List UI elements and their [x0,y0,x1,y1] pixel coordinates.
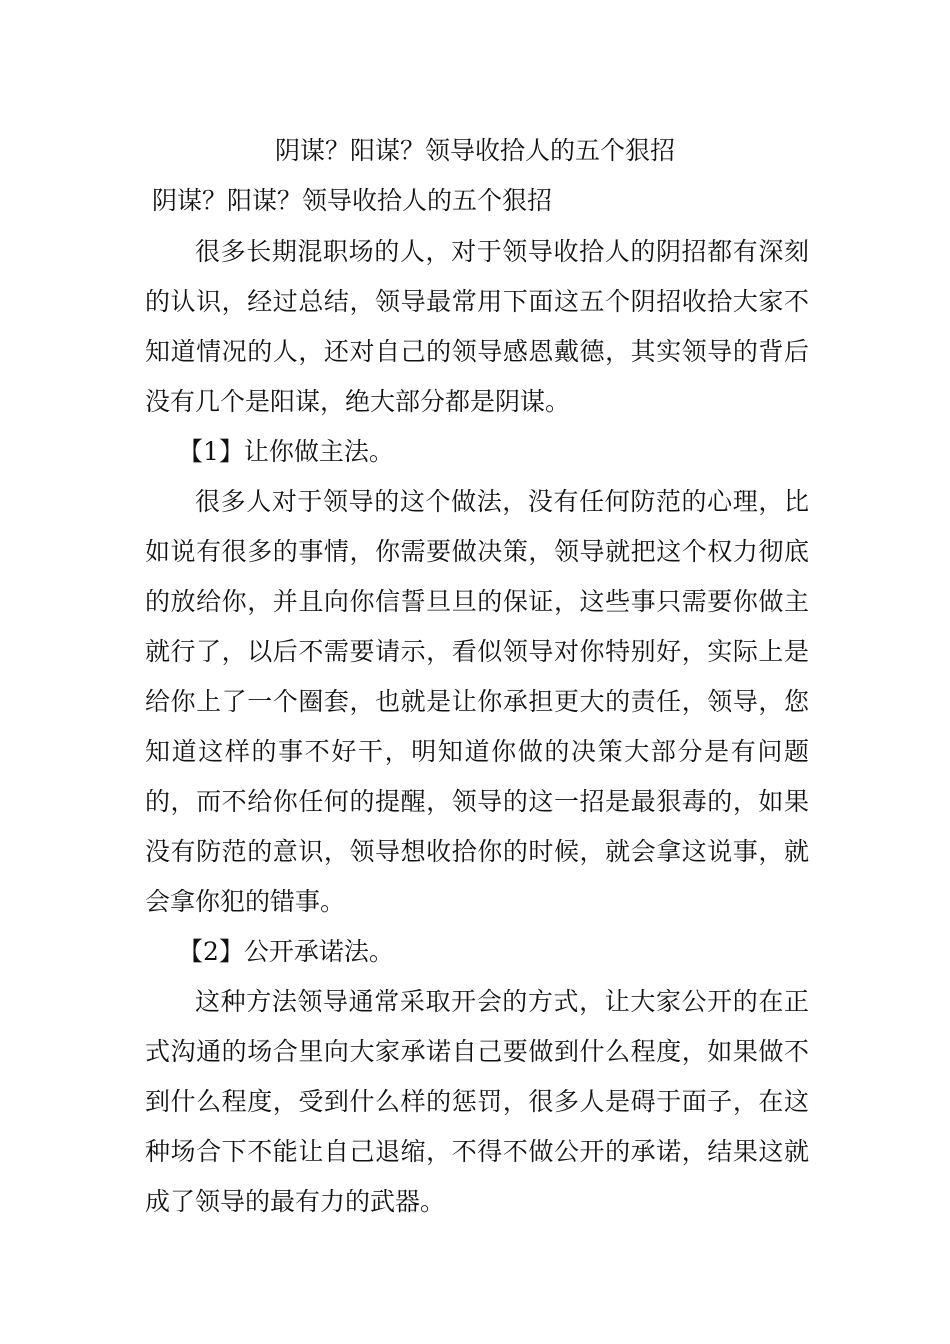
intro-paragraph: 很多长期混职场的人，对于领导收拾人的阴招都有深刻的认识，经过总结，领导最常用下面这五个阴招收拾大家不知道情况的人，还对自己的领导感恩戴德，其实领导的背后没有几个是阳谋，绝大部分都是阴谋。 [145,237,809,416]
section-heading-2: 【2】公开承诺法。 [178,937,394,966]
document-subtitle: 阴谋？阳谋？领导收拾人的五个狠招 [152,186,553,215]
section-paragraph-1: 很多人对于领导的这个做法，没有任何防范的心理，比如说有很多的事情，你需要做决策，领导就把这个权力彻底的放给你，并且向你信誓旦旦的保证，这些事只需要你做主就行了，以后不需要请示，看似领导对你特别好，实际上是给你上了一个圈套，也就是让你承担更大的责任，领导，您知道这样的事不好干，明知道你做的决策大部分是有问题的，而不给你任何的提醒，领导的这一招是最狠毒的，如果没有防范的意识，领导想收拾你的时候，就会拿这说事，就会拿你犯的错事。 [145,487,809,916]
section-heading-1: 【1】让你做主法。 [178,437,394,466]
section-paragraph-2: 这种方法领导通常采取开会的方式，让大家公开的在正式沟通的场合里向大家承诺自己要做到什么程度，如果做不到什么程度，受到什么样的惩罚，很多人是碍于面子，在这种场合下不能让自己退缩，不得不做公开的承诺，结果这就成了领导的最有力的武器。 [145,987,809,1216]
document-body [145,227,809,1227]
document-title: 阴谋？阳谋？领导收拾人的五个狠招 [274,136,675,165]
